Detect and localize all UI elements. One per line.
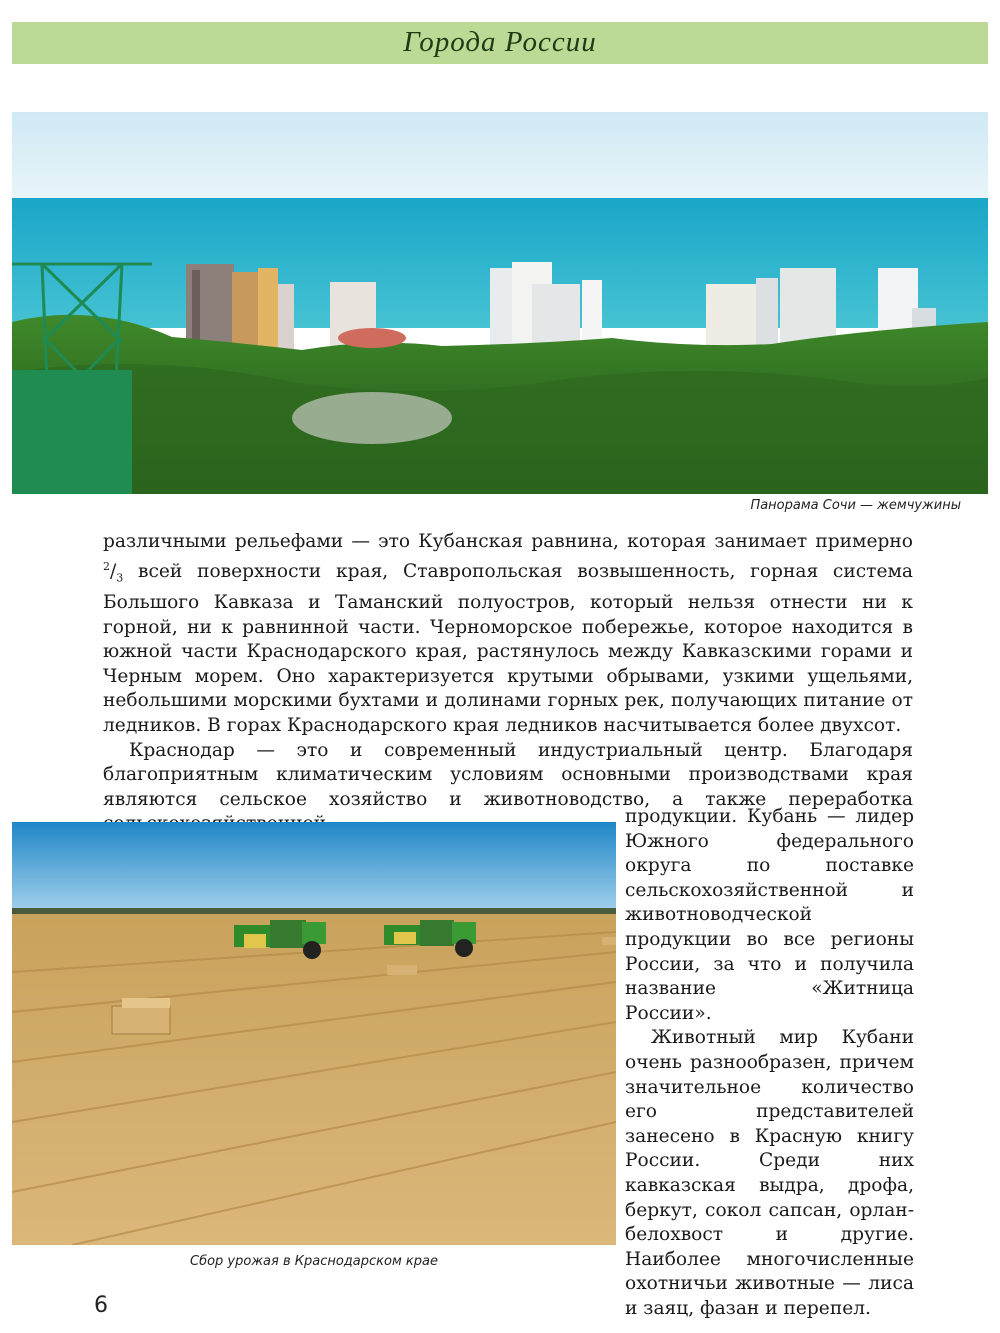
section-title: Города России xyxy=(403,26,597,58)
main-text-column xyxy=(103,530,913,837)
paragraph-industry: Краснодар — это и современный индустриальный центр. Благодаря благоприятным климатическим условиям основными производствами края являются сельское хозяйство и животноводство, а также переработка xyxy=(103,739,913,810)
section-header-bar xyxy=(12,22,988,64)
field-photo-caption: Сбор урожая в Краснодарском крае xyxy=(190,1254,438,1269)
fraction-two-thirds: $^2/_3$ xyxy=(103,559,124,585)
side-text-column xyxy=(625,805,914,1321)
sochi-panorama-photo xyxy=(12,112,988,494)
paragraph-kuban-produce: продукции. Кубань — лидер Южного федерального округа по поставке сельскохозяйственной и животноводческой продукции во все регионы России, за что и получила название «Житница России». xyxy=(625,806,914,1024)
harvest-field-photo xyxy=(12,822,616,1245)
paragraph-relief: различными рельефами — это Кубанская равнина, которая занимает примерно $^2/_3$ всей поверхности края, Ставропольская возвышенность, горная система Большого Кавказа и Таманский полуостров, который нельзя отнести ни к горной, ни к равнинной части. Черноморское побережье, которое находится в южной части Краснодарского края, растянулось между Кавказскими горами и Черным морем. Оно характеризуется крутыми обрывами, узкими ущельями, небольшими морскими бухтами и долинами горных рек, получающих питание от ледников. В горах Краснодарского края ледников насчитывается более двухсот. xyxy=(103,531,913,737)
paragraph-fauna: Животный мир Кубани очень разнообразен, причем значительное количество его представителей занесено в Красную книгу России. Среди них кавказская выдра, дрофа, беркут, сокол сапсан, орлан-белохвост и другие. Наиболее многочисленные охотничьи животные — лиса и заяц, фазан и перепел. xyxy=(625,1027,914,1319)
top-photo-caption: Панорама Сочи — жемчужины xyxy=(750,498,961,513)
page-number: 6 xyxy=(94,1293,108,1318)
